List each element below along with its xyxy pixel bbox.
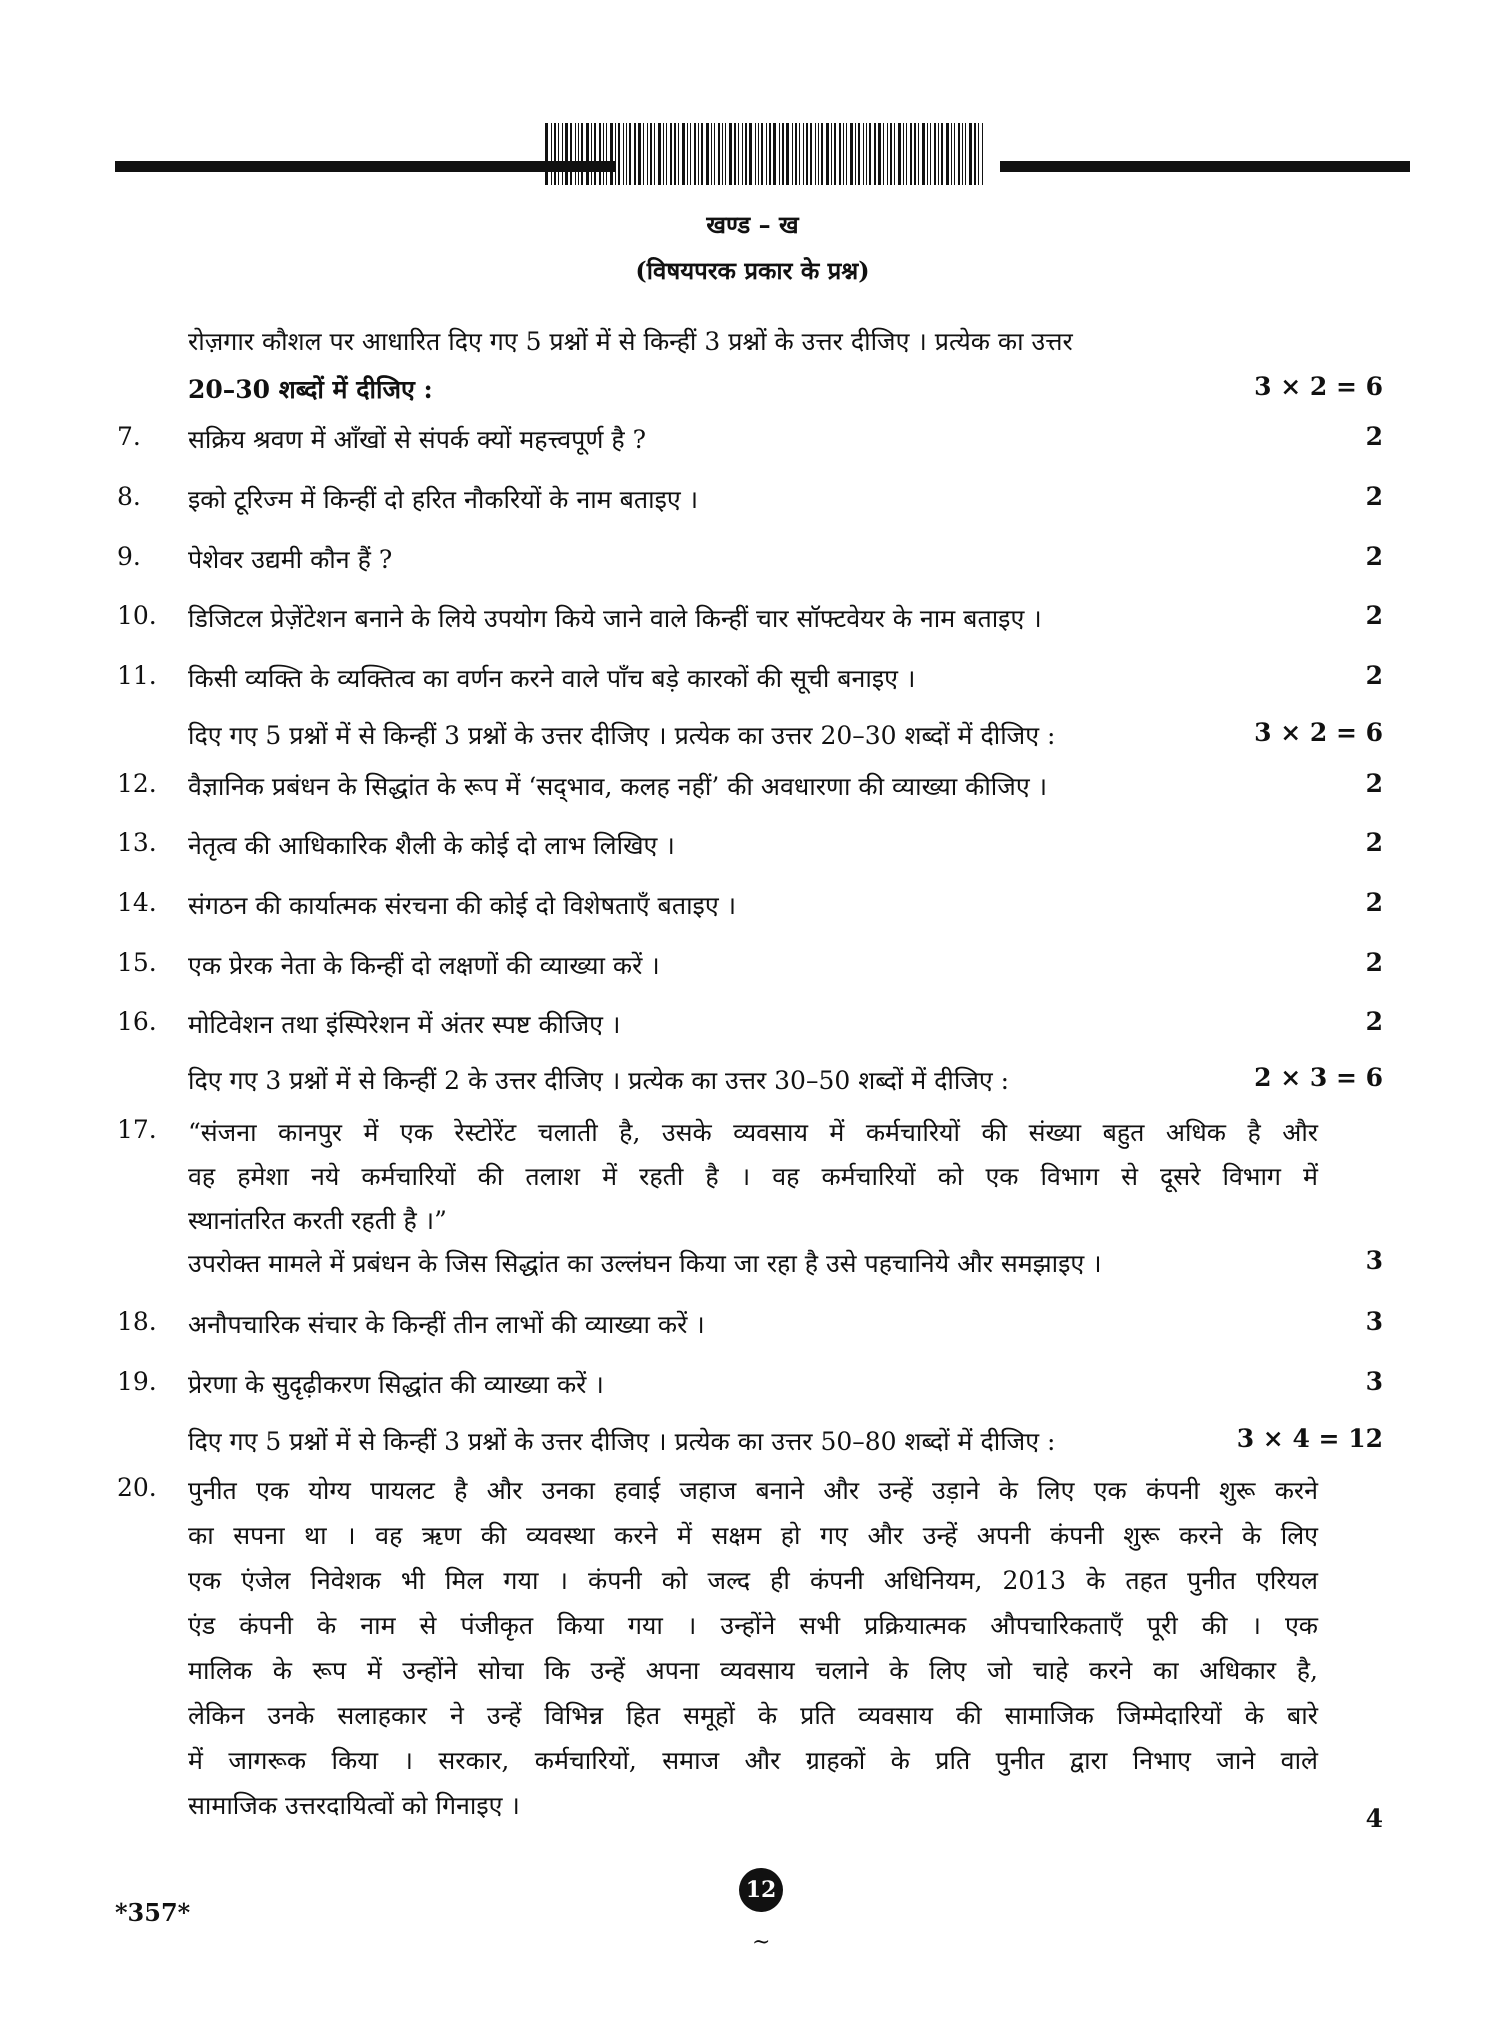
question-text-line: एक एंजेल निवेशक भी मिल गया । कंपनी को जल्द ही कंपनी अधिनियम, 2013 के तहत पुनीत एरियल [188,1566,1318,1595]
instruction: 20–30 शब्दों में दीजिए : [188,375,433,404]
barcode-bar [874,123,876,185]
question-marks: 3 [1365,1246,1383,1275]
barcode-bar [914,123,916,185]
barcode-bar [694,123,696,185]
question-number: 14. [117,888,157,917]
barcode-bar [591,123,592,185]
barcode-bar [606,123,607,185]
question-marks: 2 [1365,661,1383,690]
question-text: वैज्ञानिक प्रबंधन के सिद्धांत के रूप में ‘सद्‌भाव, कलह नहीं’ की अवधारणा की व्याख्या कीजिए । [188,772,1048,801]
barcode-bar [878,123,881,185]
barcode-bar [558,123,559,185]
section-subtitle: (विषयपरक प्रकार के प्रश्न) [635,256,870,285]
barcode-bar [782,123,784,185]
barcode-bar [647,123,648,185]
barcode-bar [846,123,847,185]
barcode-bar [982,123,983,185]
question-number: 15. [117,948,157,977]
paper-code: *357* [115,1898,191,1927]
barcode-bar [786,123,789,185]
barcode-bar [663,123,664,185]
question-number: 8. [117,482,141,511]
barcode-bar [883,123,884,185]
barcode-bar [678,123,679,185]
barcode-bar [930,123,931,185]
barcode-bar [918,123,919,185]
barcode-bar [738,123,739,185]
barcode-bar [745,123,747,185]
question-marks: 3 [1365,1307,1383,1336]
barcode-bar [903,123,904,185]
question-number: 20. [117,1473,157,1502]
question-text: सक्रिय श्रवण में आँखों से संपर्क क्यों महत्त्वपूर्ण है ? [188,425,646,454]
section-heading: खण्ड – ख [706,210,799,239]
barcode-bar [575,123,576,185]
barcode-bar [725,123,726,185]
question-text-line: एंड कंपनी के नाम से पंजीकृत किया गया । उन्होंने सभी प्रक्रियात्मक औपचारिकताएँ पूरी की । एक [188,1611,1318,1640]
barcode-bar [742,123,743,185]
barcode-bar [701,123,703,185]
barcode-bar [729,123,732,185]
question-marks: 2 [1365,888,1383,917]
question-marks: 2 [1365,422,1383,451]
barcode-bar [722,123,723,185]
question-marks: 2 [1365,1007,1383,1036]
barcode-bar [629,123,631,185]
barcode-bar [906,123,907,185]
barcode-bar [810,123,812,185]
question-text: अनौपचारिक संचार के किन्हीं तीन लाभों की व्याख्या करें । [188,1310,705,1339]
barcode-bar [869,123,871,185]
barcode-bar [581,123,583,185]
barcode-bar [803,123,804,185]
question-text-line: वह हमेशा नये कर्मचारियों की तलाश में रहती है । वह कर्मचारियों को एक विभाग से दूसरे विभाग में [188,1162,1318,1191]
question-number: 19. [117,1367,157,1396]
barcode-bar [898,123,901,185]
header-rule-left [115,161,615,172]
barcode-bar [958,123,960,185]
barcode-bar [599,123,601,185]
barcode-bar [687,123,688,185]
question-text: इको टूरिज्म में किन्हीं दो हरित नौकरियों के नाम बताइए । [188,485,699,514]
barcode-bar [769,123,771,185]
question-text-line: पुनीत एक योग्य पायलट है और उनका हवाई जहाज बनाने और उन्हें उड़ाने के लिए एक कंपनी शुरू करने [188,1476,1318,1505]
instruction: दिए गए 5 प्रश्नों में से किन्हीं 3 प्रश्नों के उत्तर दीजिए । प्रत्येक का उत्तर 20–30 शब्दों में दीजिए : [188,721,1056,750]
group-marks: 3 × 4 = 12 [1236,1424,1383,1453]
barcode-bar [858,123,860,185]
barcode-bar [711,123,712,185]
barcode-bar [799,123,800,185]
barcode-bar [806,123,809,185]
question-text: प्रेरणा के सुदृढ़ीकरण सिद्धांत की व्याख्या करें । [188,1370,604,1399]
barcode-bar [951,123,952,185]
barcode-bar [795,123,797,185]
barcode-bar [658,123,661,185]
barcode-bar [634,123,636,185]
question-text-line: लेकिन उनके सलाहकार ने उन्हें विभिन्न हित समूहों के प्रति व्यवसाय की सामाजिक जिम्मेदारियों के बारे [188,1701,1318,1730]
question-text-line: मालिक के रूप में उन्होंने सोचा कि उन्हें अपना व्यवसाय चलाने के लिए जो चाहे करने का अधिकार है, [188,1656,1318,1685]
barcode-bar [761,123,763,185]
barcode-bar [927,123,928,185]
group-marks: 3 × 2 = 6 [1254,372,1383,401]
barcode-bar [941,123,943,185]
question-text: मोटिवेशन तथा इंस्पिरेशन में अंतर स्पष्ट कीजिए । [188,1010,621,1039]
instruction: दिए गए 3 प्रश्नों में से किन्हीं 2 के उत्तर दीजिए । प्रत्येक का उत्तर 30–50 शब्दों में दीजिए : [188,1066,1010,1095]
barcode-bar [894,123,895,185]
barcode-bar [834,123,836,185]
barcode-bar [938,123,939,185]
question-text-line: स्थानांतरित करती रहती है ।” [188,1206,447,1235]
barcode-bar [545,123,548,185]
question-marks: 2 [1365,482,1383,511]
question-number: 16. [117,1007,157,1036]
barcode-bar [965,123,966,185]
barcode-bar [978,123,979,185]
barcode-bar [698,123,699,185]
barcode-bar [615,123,616,185]
barcode-bar [670,123,672,185]
question-text-line: “संजना कानपुर में एक रेस्टोरेंट चलाती है, उसके व्यवसाय में कर्मचारियों की संख्या बहुत अधिक है और [188,1118,1318,1147]
question-marks: 4 [1365,1804,1383,1833]
barcode-bar [946,123,949,185]
barcode-bar [821,123,823,185]
barcode-bar [570,123,572,185]
question-text: किसी व्यक्ति के व्यक्तित्व का वर्णन करने वाले पाँच बड़े कारकों की सूची बनाइए । [188,664,916,693]
question-marks: 2 [1365,601,1383,630]
barcode-bar [565,123,568,185]
barcode-bar [969,123,972,185]
question-number: 13. [117,828,157,857]
barcode-bar [610,123,613,185]
header-rule-right [1000,161,1410,172]
barcode-bar [734,123,736,185]
instruction: रोज़गार कौशल पर आधारित दिए गए 5 प्रश्नों में से किन्हीं 3 प्रश्नों के उत्तर दीजिए । प्रत्येक का उत्तर [188,327,1073,356]
barcode-bar [551,123,552,185]
question-text: एक प्रेरक नेता के किन्हीं दो लक्षणों की व्याख्या करें । [188,951,660,980]
question-number: 11. [117,661,157,690]
barcode-bar [779,123,780,185]
barcode-bar [954,123,955,185]
barcode-bar [554,123,556,185]
question-number: 9. [117,542,141,571]
barcode-bar [638,123,641,185]
question-text-line: उपरोक्त मामले में प्रबंधन के जिस सिद्धांत का उल्लंघन किया जा रहा है उसे पहचानिये और समझाइए । [188,1249,1102,1278]
question-marks: 3 [1365,1367,1383,1396]
question-marks: 2 [1365,769,1383,798]
barcode-bar [855,123,856,185]
barcode-bar [910,123,912,185]
barcode-bar [562,123,563,185]
question-marks: 2 [1365,828,1383,857]
barcode-bar [578,123,579,185]
barcode-bar [758,123,759,185]
question-number: 17. [117,1115,157,1144]
barcode [545,123,985,185]
barcode-bar [818,123,819,185]
barcode-bar [826,123,829,185]
question-text-line: सामाजिक उत्तरदायित्वों को गिनाइए । [188,1791,520,1820]
question-marks: 2 [1365,948,1383,977]
barcode-bar [706,123,709,185]
barcode-bar [792,123,793,185]
barcode-bar [839,123,841,185]
group-marks: 3 × 2 = 6 [1254,718,1383,747]
barcode-bar [766,123,767,185]
question-number: 12. [117,769,157,798]
barcode-bar [586,123,589,185]
barcode-bar [831,123,832,185]
barcode-bar [603,123,604,185]
barcode-bar [962,123,963,185]
question-text-line: का सपना था । वह ऋण की व्यवस्था करने में सक्षम हो गए और उन्हें अपनी कंपनी शुरू करने के लिए [188,1521,1318,1550]
question-text: नेतृत्व की आधिकारिक शैली के कोई दो लाभ लिखिए । [188,831,675,860]
barcode-bar [922,123,925,185]
question-marks: 2 [1365,542,1383,571]
barcode-bar [749,123,752,185]
footer-mark: ~ [752,1930,771,1955]
barcode-bar [850,123,853,185]
barcode-bar [718,123,720,185]
barcode-bar [654,123,655,185]
question-text: पेशेवर उद्यमी कौन हैं ? [188,545,393,574]
barcode-bar [755,123,756,185]
barcode-bar [666,123,667,185]
barcode-bar [863,123,864,185]
barcode-bar [618,123,620,185]
barcode-bar [974,123,976,185]
barcode-bar [682,123,685,185]
barcode-bar [650,123,652,185]
group-marks: 2 × 3 = 6 [1254,1063,1383,1092]
question-text: डिजिटल प्रेज़ेंटेशन बनाने के लिये उपयोग किये जाने वाले किन्हीं चार सॉफ्टवेयर के नाम बताइए । [188,604,1042,633]
instruction: दिए गए 5 प्रश्नों में से किन्हीं 3 प्रश्नों के उत्तर दीजिए । प्रत्येक का उत्तर 50–80 शब्दों में दीजिए : [188,1427,1056,1456]
question-text-line: में जागरूक किया । सरकार, कर्मचारियों, समाज और ग्राहकों के प्रति पुनीत द्वारा निभाए जाने वाले [188,1746,1318,1775]
barcode-bar [890,123,892,185]
barcode-bar [643,123,644,185]
barcode-bar [866,123,867,185]
barcode-bar [815,123,816,185]
question-number: 7. [117,422,141,451]
barcode-bar [843,123,844,185]
barcode-bar [887,123,888,185]
page-number: 12 [739,1868,783,1912]
barcode-bar [690,123,691,185]
barcode-bar [594,123,596,185]
question-text: संगठन की कार्यात्मक संरचना की कोई दो विशेषताएँ बताइए । [188,891,737,920]
barcode-bar [674,123,676,185]
barcode-bar [934,123,936,185]
barcode-bar [773,123,776,185]
barcode-bar [714,123,715,185]
question-number: 10. [117,601,157,630]
question-number: 18. [117,1307,157,1336]
barcode-bar [626,123,627,185]
barcode-bar [623,123,624,185]
